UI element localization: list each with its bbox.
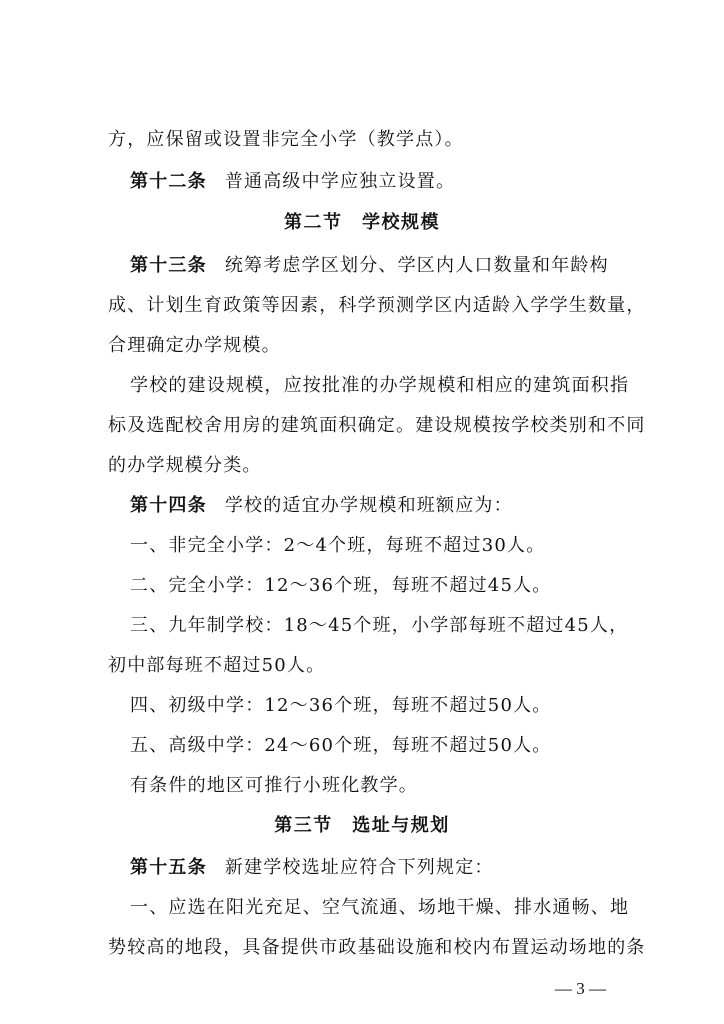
- text-content: 普通高级中学应独立设置。: [224, 171, 456, 192]
- article-14-line: [130, 494, 513, 518]
- text-line-7: [108, 414, 646, 438]
- article-14-label: 第十四条: [130, 495, 207, 516]
- text-line-8: [108, 454, 262, 478]
- text-line-19: [108, 936, 646, 960]
- text-line-16: [130, 774, 418, 798]
- text-content: 成、计划生育政策等因素，科学预测学区内适龄入学学生数量，: [108, 295, 646, 316]
- text-line-4: [108, 294, 646, 318]
- text-line-15: [130, 734, 552, 758]
- page-number: — 3 —: [555, 979, 606, 998]
- text-content: 五、高级中学：24～60个班，每班不超过50人。: [130, 735, 552, 756]
- text-content: 一、应选在阳光充足、空气流通、场地干燥、排水通畅、地: [130, 897, 630, 918]
- text-content: 有条件的地区可推行小班化教学。: [130, 775, 418, 796]
- article-12-line: [130, 170, 455, 194]
- text-content: 学校的建设规模，应按批准的办学规模和相应的建筑面积指: [130, 375, 630, 396]
- text-line-12: [130, 614, 628, 638]
- text-content: 标及选配校舍用房的建筑面积确定。建设规模按学校类别和不同: [108, 415, 646, 436]
- text-content: 新建学校选址应符合下列规定：: [224, 857, 494, 878]
- text-line-10: [130, 534, 545, 558]
- text-line-6: [130, 374, 629, 398]
- text-line-11: [130, 574, 552, 598]
- text-content: 初中部每班不超过50人。: [108, 655, 326, 676]
- text-content: 的办学规模分类。: [108, 455, 262, 476]
- article-12-label: 第十二条: [130, 171, 207, 192]
- text-content: 统筹考虑学区划分、学区内人口数量和年龄构: [224, 255, 609, 276]
- section-2-heading: 第二节 学校规模: [284, 212, 440, 233]
- text-content: 一、非完全小学：2～4个班，每班不超过30人。: [130, 535, 546, 556]
- text-line-13: [108, 654, 325, 678]
- article-13-label: 第十三条: [130, 255, 207, 276]
- text-line-1: [108, 128, 464, 152]
- article-13-line: [130, 254, 609, 278]
- text-content: 方，应保留或设置非完全小学（教学点）。: [108, 129, 464, 150]
- text-line-18: [130, 896, 629, 920]
- text-line-5: [108, 334, 281, 358]
- text-line-14: [130, 694, 552, 718]
- article-15-label: 第十五条: [130, 857, 207, 878]
- text-content: 四、初级中学：12～36个班，每班不超过50人。: [130, 695, 552, 716]
- text-content: 二、完全小学：12～36个班，每班不超过45人。: [130, 575, 552, 596]
- text-content: 学校的适宜办学规模和班额应为：: [224, 495, 513, 516]
- text-content: 三、九年制学校：18～45个班，小学部每班不超过45人，: [130, 615, 629, 636]
- article-15-line: [130, 856, 494, 880]
- text-content: 势较高的地段，具备提供市政基础设施和校内布置运动场地的条: [108, 937, 646, 958]
- text-content: 合理确定办学规模。: [108, 335, 281, 356]
- section-3-heading: 第三节 选址与规划: [274, 815, 450, 836]
